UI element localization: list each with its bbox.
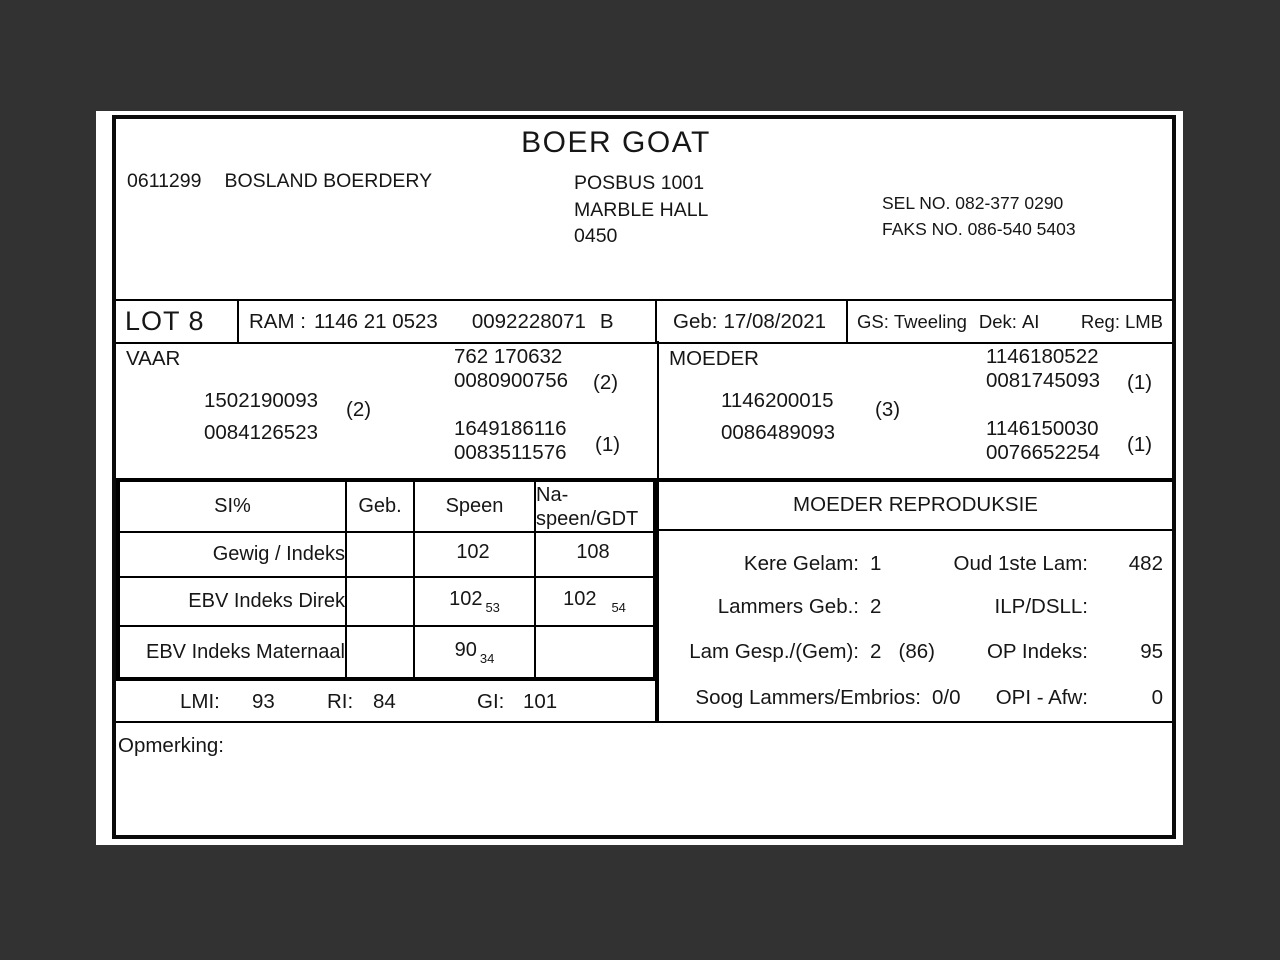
left-value: 0/0 xyxy=(932,686,961,709)
postal-address xyxy=(574,170,708,250)
dam-ids xyxy=(721,385,835,449)
registration-value: LMB xyxy=(1124,310,1163,332)
gi-value: 101 xyxy=(523,690,558,713)
right-label: OP Indeks: xyxy=(986,640,1088,663)
index-summary-row xyxy=(116,681,657,721)
dam-grandsire-id-line-1: 1146180522 xyxy=(986,345,1099,368)
speen-value xyxy=(414,577,535,626)
fax-number-line: FAKS NO. 086-540 5403 xyxy=(882,219,1076,239)
table-row xyxy=(118,626,655,679)
reproduction-row xyxy=(659,595,1172,619)
right-label: ILP/DSLL: xyxy=(994,595,1088,618)
dam-granddam-count: (1) xyxy=(1127,433,1153,456)
sire-grandsire-id-line-2: 0080900756 xyxy=(454,369,569,392)
left-label: Lammers Geb.: xyxy=(717,595,859,618)
sire-grandsire-id-line-1: 762 170632 xyxy=(454,345,563,368)
col-header-naspeen xyxy=(535,480,655,532)
sire-granddam-id-line-2: 0083511576 xyxy=(454,441,567,464)
pedigree-section xyxy=(116,341,1172,478)
birth-status-label: GS: xyxy=(857,310,889,332)
ram-label: RAM : xyxy=(249,309,306,333)
document-title: BOER GOAT xyxy=(521,126,711,159)
birth-status-value: Tweeling xyxy=(893,310,967,332)
speen-number: 102 xyxy=(449,588,483,610)
mating-label: Dek: xyxy=(978,310,1017,332)
col-header-si: SI% xyxy=(118,480,346,532)
sire-count: (2) xyxy=(346,398,372,421)
col-header-naspeen-line-1: Na- xyxy=(536,483,569,506)
right-label: OPI - Afw: xyxy=(995,686,1088,709)
ram-registration: 0092228071 xyxy=(471,309,586,333)
dam-label: MOEDER xyxy=(669,347,759,370)
dam-id-line-1: 1146200015 xyxy=(721,389,834,412)
geb-value xyxy=(346,577,414,626)
si-index-table xyxy=(116,478,657,681)
sire-granddam-count: (1) xyxy=(595,433,621,456)
naspeen-number: 108 xyxy=(576,541,610,563)
speen-accuracy: 34 xyxy=(479,650,495,666)
dam-pedigree xyxy=(657,341,1172,478)
lot-number-cell xyxy=(116,301,239,342)
naspeen-value xyxy=(535,577,655,626)
address-line-1: POSBUS 1001 xyxy=(574,172,705,194)
naspeen-number: 102 xyxy=(563,588,597,610)
address-line-2: MARBLE HALL xyxy=(574,198,709,221)
birthdate-label: Geb: xyxy=(673,309,718,333)
lmi-label: LMI: xyxy=(180,690,220,713)
dam-count: (3) xyxy=(875,398,901,421)
sire-id-line-2: 0084126523 xyxy=(204,421,319,444)
table-row xyxy=(118,532,655,577)
reproduction-title: MOEDER REPRODUKSIE xyxy=(659,482,1172,531)
dam-granddam-ids xyxy=(986,417,1100,465)
col-header-speen: Speen xyxy=(414,480,535,532)
col-header-naspeen-line-2: speen/GDT xyxy=(536,507,639,530)
speen-number: 90 xyxy=(454,638,477,661)
dam-granddam-id-line-2: 0076652254 xyxy=(986,441,1101,464)
speen-number: 102 xyxy=(456,541,490,563)
remarks-section xyxy=(116,721,1172,835)
right-value: 95 xyxy=(1140,640,1163,663)
contact-block xyxy=(882,190,1076,242)
mating-value: AI xyxy=(1021,310,1040,332)
col-header-geb: Geb. xyxy=(346,480,414,532)
lmi-value: 93 xyxy=(252,690,275,713)
sire-label: VAAR xyxy=(126,347,181,370)
registration-label: Reg: xyxy=(1080,310,1120,332)
reproduction-row xyxy=(659,640,1172,664)
table-header-row xyxy=(118,480,655,532)
sire-grandsire-ids xyxy=(454,345,568,393)
speen-value xyxy=(414,626,535,679)
right-value: 482 xyxy=(1128,552,1163,575)
left-label: Lam Gesp./(Gem): xyxy=(689,640,859,663)
left-label: Soog Lammers/Embrios: xyxy=(695,686,921,709)
document-page xyxy=(96,111,1183,845)
dam-grandsire-ids xyxy=(986,345,1100,393)
ram-id: 1146 21 0523 xyxy=(313,309,438,333)
dam-id-line-2: 0086489093 xyxy=(721,421,836,444)
gi-label: GI: xyxy=(477,690,505,713)
remarks-label: Opmerking: xyxy=(118,734,224,757)
dam-grandsire-id-line-2: 0081745093 xyxy=(986,369,1101,392)
speen-value xyxy=(414,532,535,577)
geb-value xyxy=(346,626,414,679)
left-label: Kere Gelam: xyxy=(743,552,859,575)
row-label: Gewig / Indeks xyxy=(118,532,346,577)
table-row xyxy=(118,577,655,626)
member-line xyxy=(127,170,432,193)
sire-grandsire-count: (2) xyxy=(593,371,619,394)
ram-sex: B xyxy=(599,309,614,333)
naspeen-value xyxy=(535,532,655,577)
member-number: 0611299 xyxy=(127,170,202,192)
document-frame xyxy=(112,115,1176,839)
lot-number: LOT 8 xyxy=(125,306,205,336)
mother-reproduction-section xyxy=(657,478,1172,721)
dam-grandsire-count: (1) xyxy=(1127,371,1153,394)
ri-label: RI: xyxy=(327,690,354,713)
farm-name: BOSLAND BOERDERY xyxy=(224,170,433,192)
address-line-3: 0450 xyxy=(574,225,618,247)
row-label: EBV Indeks Maternaal xyxy=(118,626,346,679)
sire-pedigree xyxy=(116,341,657,478)
geb-value xyxy=(346,532,414,577)
birth-status-cell xyxy=(848,301,1172,342)
ri-value: 84 xyxy=(373,690,396,713)
sire-ids xyxy=(204,385,318,449)
birthdate-value: 17/08/2021 xyxy=(723,309,827,333)
left-value: 1 xyxy=(870,552,882,575)
dam-granddam-id-line-1: 1146150030 xyxy=(986,417,1099,440)
right-value: 0 xyxy=(1151,686,1163,709)
right-value xyxy=(1088,595,1163,619)
left-value: 2 xyxy=(870,595,882,618)
ram-id-cell xyxy=(239,301,657,342)
birthdate-cell xyxy=(657,301,848,342)
row-label: EBV Indeks Direk xyxy=(118,577,346,626)
reproduction-row xyxy=(659,686,1172,710)
sire-id-line-1: 1502190093 xyxy=(204,389,319,412)
reproduction-row xyxy=(659,552,1172,576)
sire-granddam-ids xyxy=(454,417,567,465)
sire-granddam-id-line-1: 1649186116 xyxy=(454,417,567,440)
cell-number-line: SEL NO. 082-377 0290 xyxy=(882,193,1064,213)
right-label: Oud 1ste Lam: xyxy=(953,552,1088,575)
naspeen-accuracy: 54 xyxy=(611,600,626,615)
speen-accuracy: 53 xyxy=(485,600,500,615)
lot-header-row xyxy=(116,299,1172,344)
naspeen-value xyxy=(535,626,655,679)
left-value: 2 (86) xyxy=(870,640,935,663)
